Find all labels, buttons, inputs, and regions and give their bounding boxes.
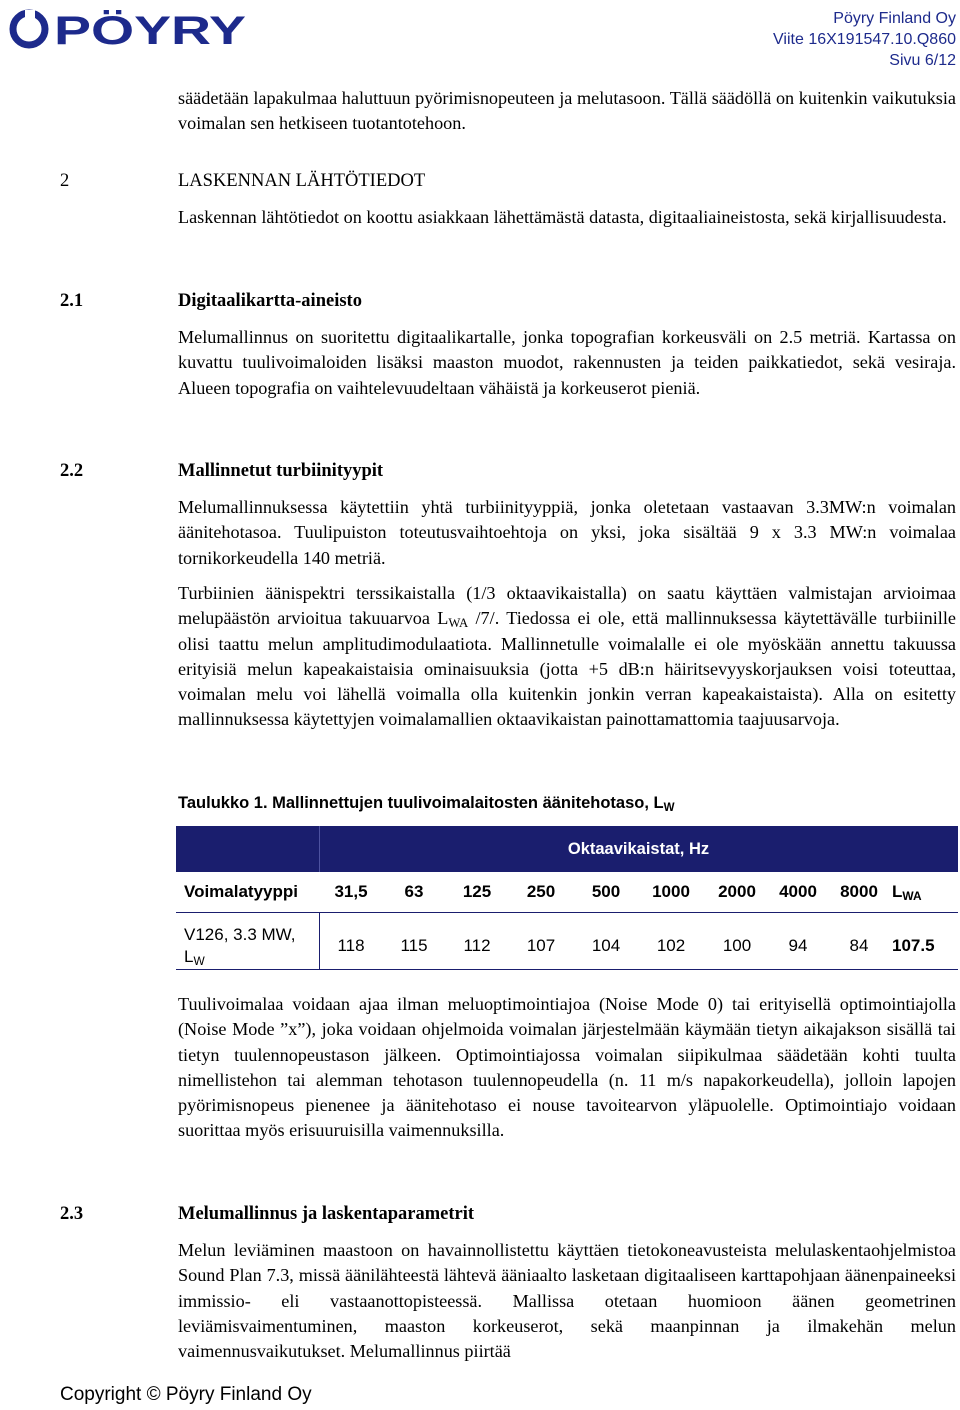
caption-subscript: W (663, 801, 675, 814)
lwa-header-subscript: WA (902, 888, 922, 903)
band-header: 31,5 (334, 882, 368, 901)
section-2-paragraph: Laskennan lähtötiedot on koottu asiakkaan lähettämästä datasta, digitaaliaineistosta, sekä kirjallisuudesta. (178, 207, 947, 227)
lwa-header-letter: L (892, 882, 903, 901)
section-2-title: LASKENNAN LÄHTÖTIEDOT (178, 171, 426, 191)
section-2-2-number: 2.2 (60, 461, 84, 481)
section-2-2-title: Mallinnetut turbiinityypit (178, 461, 384, 481)
section-2-number: 2 (60, 171, 70, 191)
band-header: 500 (591, 882, 621, 901)
turbine-model: V126, 3.3 MW, (184, 925, 296, 944)
document-reference: Viite 16X191547.10.Q860 (773, 31, 956, 48)
turbine-lw-letter: L (184, 947, 194, 966)
header-meta (773, 8, 956, 71)
band-header: 125 (462, 882, 492, 901)
turbine-lw (184, 946, 296, 968)
octave-band-header: Oktaavikaistat, Hz (567, 840, 710, 858)
turbine-lw-subscript: W (193, 953, 205, 968)
lwa-total: 107.5 (892, 936, 935, 955)
band-value: 100 (722, 936, 752, 955)
section-2-2-paragraph-1: Melumallinnuksessa käytettiin yhtä turbiinityyppiä, jonka oletetaan vastaavan 3.3MW:n voimalan äänitehotasoa. Tuulipuiston toteutusvaihtoehtoja on yksi, joka sisältää 9 x 3.3 MW:n voimalaa tornikorkeudella 140 metriä. (178, 497, 956, 568)
band-value: 118 (337, 936, 365, 955)
band-value: 84 (849, 936, 869, 955)
band-header: 8000 (840, 882, 878, 901)
band-header: 2000 (718, 882, 756, 901)
copyright-footer: Copyright © Pöyry Finland Oy (60, 1384, 312, 1405)
section-2-3-number: 2.3 (60, 1204, 84, 1224)
band-value: 112 (463, 936, 491, 955)
band-value: 115 (400, 936, 428, 955)
poyry-logo (8, 6, 248, 52)
band-header: 4000 (779, 882, 817, 901)
paragraph-2-text-a: Turbiinien äänispektri terssikaistalla (1/3 oktaavikaistalla) on saatu käyttäen valmistajan arvioimaa melupäästön arvioitua takuuarvoa L (178, 583, 956, 629)
band-header: 250 (526, 882, 556, 901)
sound-power-table (176, 826, 958, 970)
logo-wordmark: PÖYRY (54, 9, 193, 52)
intro-paragraph (178, 86, 956, 137)
table-column-divider (319, 912, 320, 970)
lwa-subscript: WA (448, 616, 469, 631)
intro-line-1: säädetään lapakulmaa haluttuun pyörimisnopeuteen ja melutasoon. Tällä säädöllä on (178, 88, 795, 108)
logo-ring-cut (25, 10, 35, 22)
section-2-2-paragraph-3: Tuulivoimalaa voidaan ajaa ilman meluoptimointiajoa (Noise Mode 0) tai erityisellä optimointiajolla (Noise Mode ”x”), joka voidaan ohjelmoida voimalan järjestelmään käymään tietyn aikajakson sisällä tai tietyn tuulennopeustason jälkeen. Optimointiajossa voimalan siipikulmaa säädetään kohti tuulta nimellistehon tai alemman tehotason tuulennopeudella (n. 11 m/s napakorkeudella), jolloin lapojen pyörimisnopeus pienenee ja äänitehotaso ei nouse tavoitearvon yläpuolelle. Optimointiajo voidaan suorittaa myös erisuuruisilla vaimennuksilla. (178, 994, 956, 1141)
page-number: Sivu 6/12 (889, 52, 956, 69)
row-header-type: Voimalatyyppi (184, 882, 298, 901)
section-2-2-paragraph-2 (178, 581, 956, 733)
band-value: 104 (591, 936, 621, 955)
band-header: 1000 (652, 882, 690, 901)
table-bottom-line (176, 969, 958, 970)
section-2-3-paragraph: Melun leviäminen maastoon on havainnollistettu käyttäen tietokoneavusteista melulaskentaohjelmistoa Sound Plan 7.3, missä äänilähteestä lähtevä ääniaalto lasketaan digitaaliseen karttapohjaan äänenpaineeksi immissio- eli vastaanottopisteessä. Mallissa otetaan huomioon äänen geometrinen leviämisvaimentuminen, maaston korkeuserot, sekä maanpinnan ja ilmakehän melun vaimennusvaikutukset. Melumallinnus piirtää (178, 1240, 956, 1362)
lwa-header (892, 880, 958, 904)
paragraph-2-text-b: /7/. Tiedossa ei ole, että mallinnuksessa käytettävälle turbiinille olisi taattu melun amplitudimodulaatiota. Mallinnetulle voimalalle ei ole myöskään annettu takuussa erityisiä melun kapeakaistaisia ominaisuuksia (jotta +5 dB:n häiritsevyyskorjauksen voisi toteuttaa, voimalan melu voi lähellä voimalla olla kuitenkin jonkin verran kapeakaistaista). Alla on esitetty mallinnuksessa käytettyjen voimalamallien oktaavikaistan painottamattomia taajuusarvoja. (178, 608, 956, 730)
intro-line-2: kuitenkin vaikutuksia voimalan sen hetkiseen tuotantotehoon. (178, 88, 956, 134)
section-2-1-paragraph: Melumallinnus on suoritettu digitaalikartalle, jonka topografian korkeusväli on 2.5 metriä. Kartassa on kuvattu tuulivoimaloiden lisäksi maaston muodot, rakennusten ja teiden paikkatiedot, sekä vesiraja. Alueen topografia on vaihtelevuudeltaan vähäistä ja korkeuserot pieniä. (178, 327, 956, 398)
band-header: 63 (404, 882, 424, 901)
row-label-turbine (184, 924, 296, 968)
table-row-divider (176, 912, 958, 913)
band-value: 107 (526, 936, 556, 955)
section-2-3-title: Melumallinnus ja laskentaparametrit (178, 1204, 474, 1224)
table-caption (178, 792, 675, 814)
band-value: 102 (656, 936, 686, 955)
section-2-1-number: 2.1 (60, 291, 84, 311)
section-2-1-title: Digitaalikartta-aineisto (178, 291, 362, 311)
caption-text: Taulukko 1. Mallinnettujen tuulivoimalaitosten äänitehotaso, L (178, 794, 664, 812)
company-name: Pöyry Finland Oy (833, 10, 956, 27)
band-value: 94 (788, 936, 808, 955)
